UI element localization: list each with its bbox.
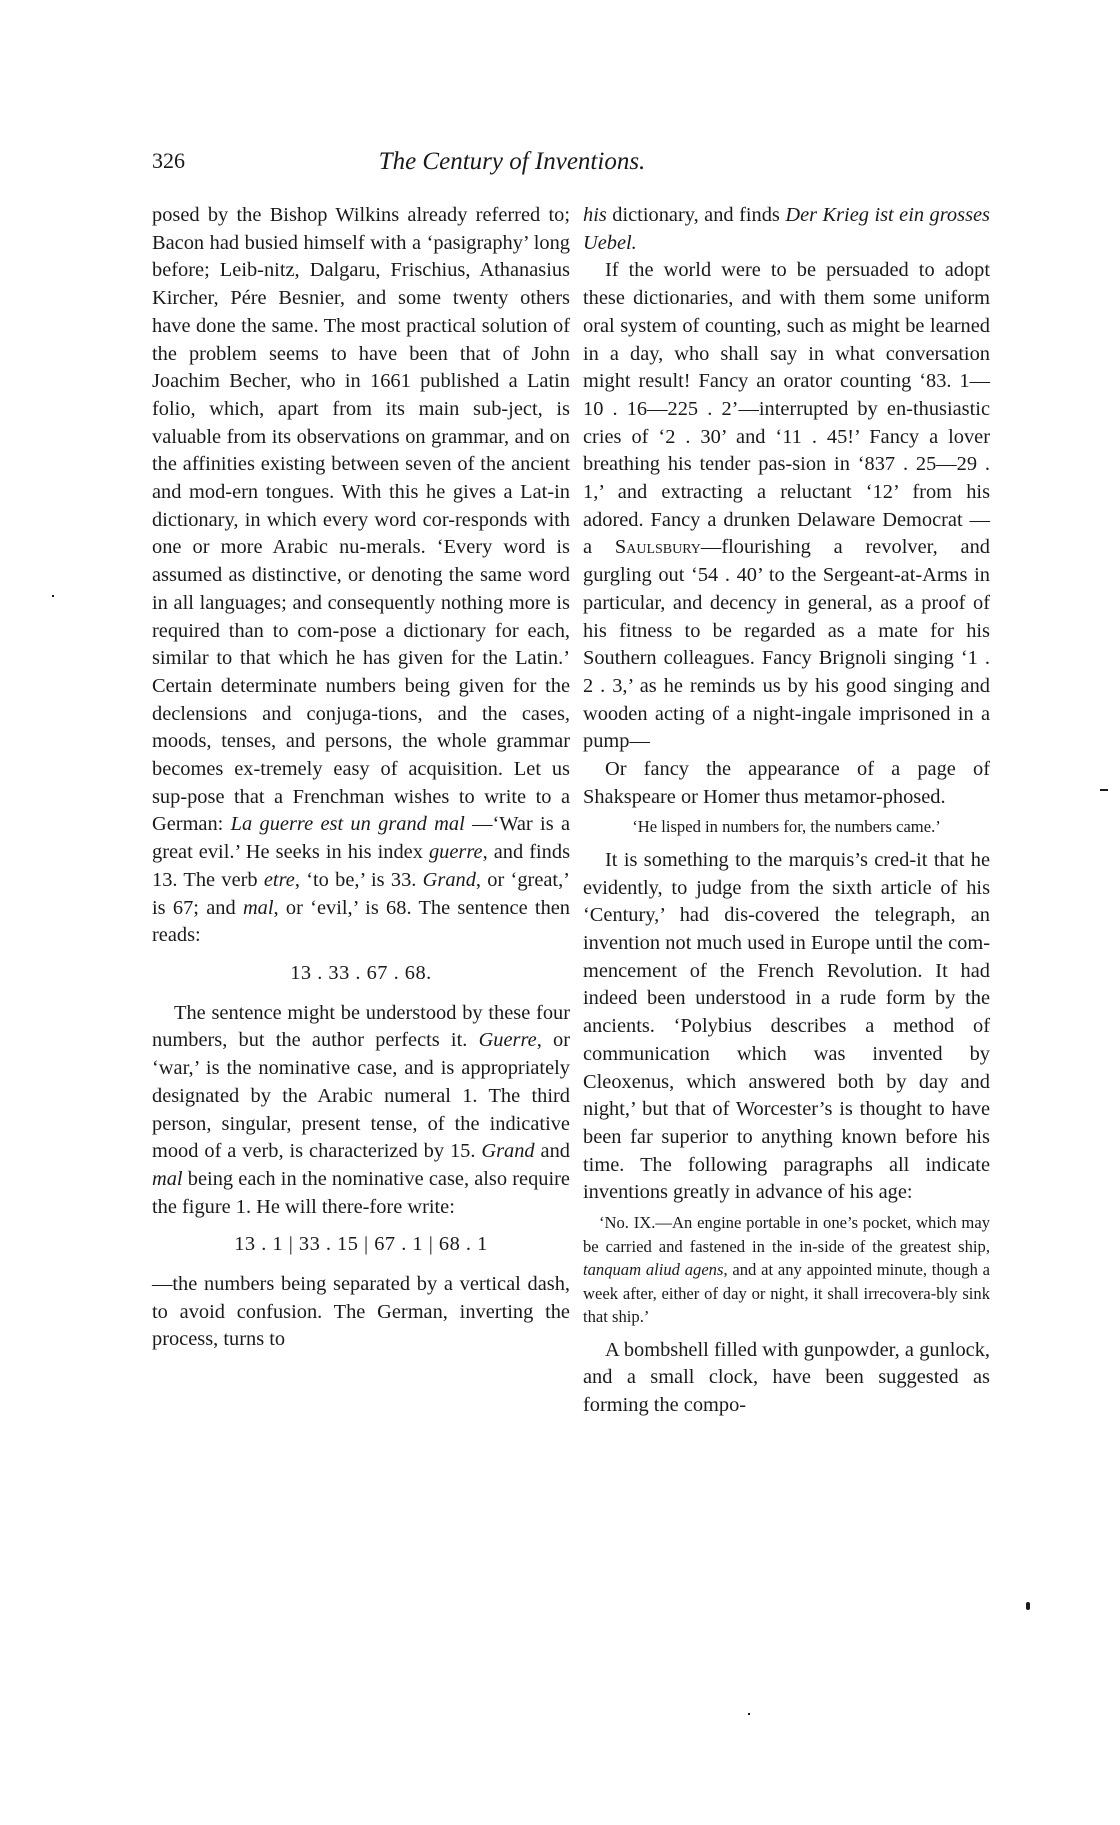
italic-run: Der Krieg ist ein grosses Uebel. [583,204,990,254]
paragraph: Or fancy the appearance of a page of Shakspeare or Homer thus metamor-phosed. [583,758,990,808]
text-run: , or ‘evil,’ is 68. The sentence then reads: [152,896,571,947]
numeric-formula: 13 . 33 . 67 . 68. [290,961,432,984]
text-run: , ‘to be,’ is 33. [294,868,423,891]
text-run: , or ‘war,’ is the nominative case, and is appropriately designated by the Arabic numeral 1. The third person, singular, present tense, of the indicative mood of a verb, is characterized by 15. [152,1029,570,1163]
paragraph [152,202,570,950]
scan-speck [1026,1602,1030,1610]
italic-run: tanquam aliud agens [583,1260,724,1280]
text-run: and [534,1140,570,1163]
paragraph [152,1000,570,1222]
text-run: The sentence might be understood by these four numbers, but the author perfects it. [152,1001,570,1052]
italic-run: Guerre [478,1029,537,1052]
paragraph: It is something to the marquis’s cred-it that he evidently, to judge from the sixth article of his ‘Century,’ had dis-covered the telegraph, an invention not much used in Europe until the com-mencement of the French Revolution. It had indeed been understood in a rude form by the ancients. ‘Polybius describes a method of communication which was invented by Cleoxenus, which answered both by day and night,’ but that of Worcester’s is thought to have been far superior to anything known before his time. The following paragraphs all indicate inventions greatly in advance of his age: [583,848,990,1204]
text-run: posed by the Bishop Wilkins already referred to; Bacon had busied himself with a ‘pasigraphy’ long before; Leib-nitz, Dalgaru, Frischius, Athanasius Kircher, Pére Besnier, and some twenty others have done the same. The most practical solution of the problem seems to have been that of John Joachim Becher, who in 1661 published a Latin folio, which, apart from its main sub-ject, is valuable from its observations on grammar, and on the affinities existing between seven of the ancient and mod-ern tongues. With this he gives a Lat-in dictionary, in which every word cor-responds with one or more Arabic nu-merals. ‘Every word is assumed as distinctive, or denoting the same word in all languages; and consequently nothing more is required than to com-pose a dictionary for each, similar to that which he has given for the Latin.’ Certain determinate numbers being given for the declensions and conjuga-tions, and the cases, moods, tenses, and persons, the whole grammar becomes ex-tremely easy of acquisition. Let us sup-pose that a Frenchman wishes to write to a German: [152,204,570,836]
page-number: 326 [152,148,185,173]
italic-run: his [583,204,607,226]
text-run: dictionary, and finds [606,204,786,226]
text-run: ‘No. IX.—An engine portable in one’s pocket, which may be carried and fastened in the in-side of the greatest ship, [583,1213,990,1256]
paragraph: —the numbers being separated by a vertical dash, to avoid confusion. The German, inverting the process, turns to [152,1273,570,1351]
text-run: If the world were to be persuaded to adopt these dictionaries, and with them some uniform oral system of counting, such as might be learned in a day, who shall say in what conversation might result! Fancy an orator counting ‘83. 1—10 . 16—225 . 2’—interrupted by en-thusiastic cries of ‘2 . 30’ and ‘11 . 45!’ Fancy a lover breathing his tender pas-sion in ‘837 . 25—29 . 1,’ and extracting a reluctant ‘12’ from his adored. Fancy a drunken Delaware Democrat — a [583,259,990,559]
scan-speck [1100,789,1108,791]
scan-speck [52,595,54,597]
text-run: , or ‘great,’ is 67; and [152,868,570,919]
italic-run: Grand [422,868,476,891]
text-run: being each in the nominative case, also require the figure 1. He will there-fore write: [152,1167,570,1218]
paragraph [583,257,990,756]
left-column [152,202,570,1354]
paragraph [583,202,990,257]
italic-run: mal [242,896,274,919]
italic-run: mal [152,1167,183,1190]
italic-run: La guerre est un grand mal [230,813,465,836]
small-caps-run: Saulsbury [614,536,701,559]
text-run: , and at any appointed minute, though a week after, either of day or night, it shall irrecovera-bly sink that ship.’ [583,1260,991,1327]
italic-run: etre [263,868,295,891]
right-column [583,202,990,1420]
text-run: , and finds 13. The verb [152,841,570,891]
block-quote [583,1211,990,1329]
running-title: The Century of Inventions. [378,148,646,175]
page-header [152,148,990,182]
text-run: —flourishing a revolver, and gurgling out ‘54 . 40’ to the Sergeant-at-Arms in particular, and decency in general, as a proof of his fitness to be regarded as a mate for his Southern colleagues. Fancy Brignoli singing ‘1 . 2 . 3,’ as he reminds us by his good singing and wooden acting of a night-ingale imprisoned in a pump— [583,536,990,753]
scan-speck [748,1713,750,1715]
block-quote: ‘He lisped in numbers for, the numbers came.’ [632,817,941,837]
text-run: —‘War is a great evil.’ He seeks in his index [152,813,571,864]
paragraph: A bombshell filled with gunpowder, a gunlock, and a small clock, have been suggested as forming the compo- [583,1338,990,1417]
italic-run: Grand [481,1140,535,1163]
italic-run: guerre [428,841,483,864]
numeric-formula: 13 . 1 | 33 . 15 | 67 . 1 | 68 . 1 [234,1233,488,1256]
